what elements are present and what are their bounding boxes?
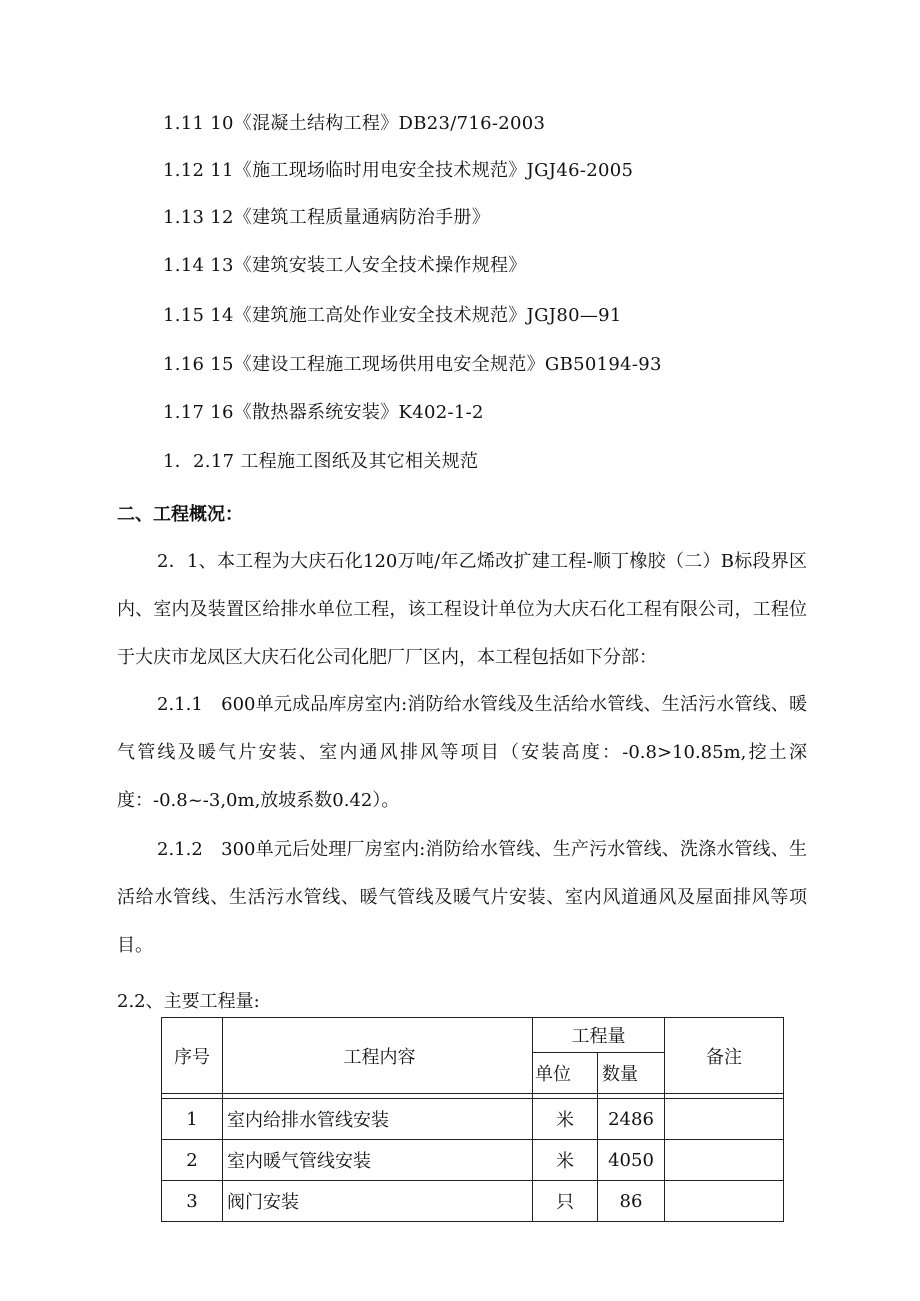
reference-item: 1.17 16《散热器系统安装》K402-1-2 <box>163 402 484 423</box>
cell-count: 2486 <box>598 1099 665 1140</box>
cell-unit: 米 <box>533 1099 598 1140</box>
cell-count: 4050 <box>598 1140 665 1181</box>
reference-item: 1.15 14《建筑施工高处作业安全技术规范》JGJ80—91 <box>163 305 622 326</box>
paragraph-text: 2．1、本工程为大庆石化120万吨/年乙烯改扩建工程-顺丁橡胶（二）B标段界区内、室内及装置区给排水单位工程，该工程设计单位为大庆石化工程有限公司，工程位于大庆市龙凤区大庆石化公司化肥厂厂区内，本工程包括如下分部： <box>117 551 807 668</box>
cell-no: 1 <box>162 1099 223 1140</box>
table-title: 2.2、主要工程量: <box>117 991 260 1012</box>
reference-item: 1.12 11《施工现场临时用电安全技术规范》JGJ46-2005 <box>163 160 634 181</box>
reference-item: 1.13 12《建筑工程质量通病防治手册》 <box>163 207 491 228</box>
cell-note <box>665 1099 784 1140</box>
cell-content: 阀门安装 <box>223 1181 533 1222</box>
header-no: 序号 <box>162 1018 223 1094</box>
reference-item: 1．2.17 工程施工图纸及其它相关规范 <box>163 451 479 472</box>
cell-unit: 米 <box>533 1140 598 1181</box>
paragraph-text: 2.1.2 300单元后处理厂房室内:消防给水管线、生产污水管线、洗涤水管线、生活给水管线、生活污水管线、暖气管线及暖气片安装、室内风道通风及屋面排风等项目。 <box>117 839 807 956</box>
table-row <box>162 1181 784 1222</box>
paragraph-text: 2.1.1 600单元成品库房室内:消防给水管线及生活给水管线、生活污水管线、暖气管线及暖气片安装、室内通风排风等项目（安装高度：-0.8>10.85m,挖土深度：-0.8~-3,0m,放坡系数0.42）。 <box>117 694 807 811</box>
cell-content: 室内暖气管线安装 <box>223 1140 533 1181</box>
header-content: 工程内容 <box>223 1018 533 1094</box>
header-note: 备注 <box>665 1018 784 1094</box>
cell-note <box>665 1140 784 1181</box>
section-heading: 二、工程概况： <box>117 504 243 525</box>
reference-item: 1.14 13《建筑安装工人安全技术操作规程》 <box>163 255 527 276</box>
header-count: 数量 <box>598 1053 665 1094</box>
header-quantity: 工程量 <box>533 1018 665 1053</box>
header-unit: 单位 <box>533 1053 598 1094</box>
reference-item: 1.16 15《建设工程施工现场供用电安全规范》GB50194-93 <box>163 354 662 375</box>
cell-no: 2 <box>162 1140 223 1181</box>
cell-note <box>665 1181 784 1222</box>
paragraph-overview <box>117 538 807 682</box>
cell-unit: 只 <box>533 1181 598 1222</box>
cell-count: 86 <box>598 1181 665 1222</box>
table-row <box>162 1140 784 1181</box>
reference-item: 1.11 10《混凝土结构工程》DB23/716-2003 <box>163 113 546 134</box>
quantity-table <box>161 1017 784 1222</box>
table-row <box>162 1099 784 1140</box>
paragraph-unit-300 <box>117 826 807 970</box>
paragraph-unit-600 <box>117 681 807 825</box>
cell-content: 室内给排水管线安装 <box>223 1099 533 1140</box>
cell-no: 3 <box>162 1181 223 1222</box>
